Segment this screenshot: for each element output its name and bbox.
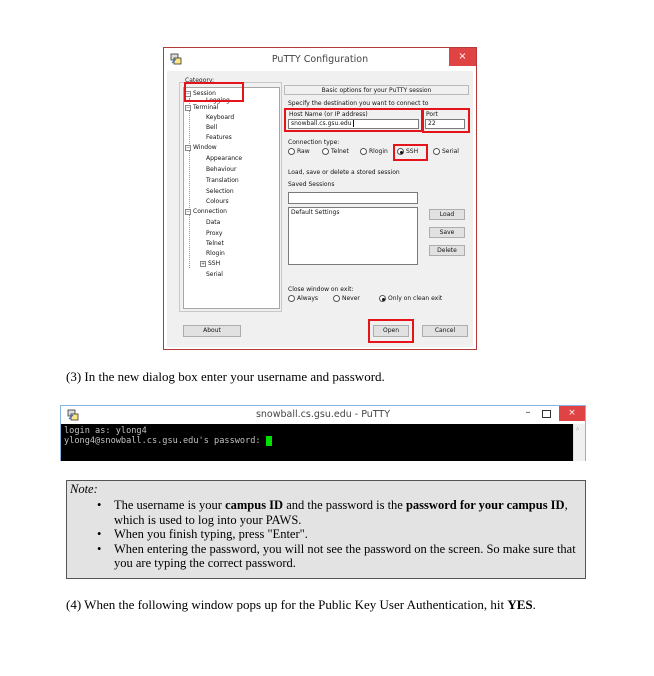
putty-config-window [163,47,477,350]
tree-item-colours[interactable]: Colours [206,198,229,205]
radio-circle [433,148,440,155]
tree-item-serial[interactable]: Serial [206,271,223,278]
tree-item-bell[interactable]: Bell [206,124,218,131]
host-label: Host Name (or IP address) [289,111,368,118]
saved-sessions-label: Saved Sessions [288,181,335,188]
tree-item-terminal[interactable] [185,104,218,111]
conn-type-label: Connection type: [288,139,340,146]
highlight-host [284,108,423,132]
radio-clean-exit[interactable] [379,295,442,302]
tree-label: Connection [193,208,227,215]
step3-text: (3) In the new dialog box enter your username and password. [66,369,385,384]
saved-sessions-input[interactable] [288,192,418,204]
radio-label: Rlogin [369,148,388,155]
tree-item-rlogin[interactable]: Rlogin [206,250,225,257]
tree-item-translation[interactable]: Translation [206,177,239,184]
collapse-icon[interactable]: − [186,208,191,215]
radio-circle [333,295,340,302]
tree-label: Session [193,90,216,97]
load-button[interactable]: Load [429,209,465,220]
highlight-session [184,82,244,102]
radio-label: Serial [442,148,459,155]
radio-label: SSH [406,148,419,155]
tree-label: SSH [208,260,221,267]
step4-period: . [532,597,536,612]
tree-item-proxy[interactable]: Proxy [206,230,223,237]
note-item-enter: • When you finish typing, press "Enter". [97,527,582,542]
tree-item-behaviour[interactable]: Behaviour [206,166,237,173]
destination-label: Specify the destination you want to connect to [288,100,429,107]
putty-terminal-window [60,405,586,461]
radio-label: Raw [297,148,310,155]
highlight-ssh [393,144,428,161]
radio-circle [360,148,367,155]
note-item-username [97,498,582,527]
note-text: , which is used to log into your PAWS. [114,498,568,527]
tree-item-ssh[interactable] [200,260,220,267]
window-title: PuTTY Configuration [271,54,369,65]
note-bold: campus ID [225,498,284,512]
host-value: snowball.cs.gsu.edu [291,120,352,127]
tree-item-telnet[interactable]: Telnet [206,240,224,247]
radio-circle [288,148,295,155]
radio-label: Only on clean exit [388,295,443,302]
highlight-open [368,319,414,343]
step4-text [66,596,586,613]
cancel-button[interactable]: Cancel [422,325,468,337]
highlight-port [422,108,470,133]
panel-header: Basic options for your PuTTY session [284,85,469,95]
note-bold: password for your campus ID [405,498,565,512]
tree-item-selection[interactable]: Selection [206,188,234,195]
password-prompt: ylong4@snowball.cs.gsu.edu's password: [64,436,266,446]
close-button[interactable]: × [449,48,476,66]
radio-raw[interactable] [288,148,310,155]
tree-item-features[interactable]: Features [206,134,232,141]
load-save-label: Load, save or delete a stored session [288,169,400,176]
collapse-icon[interactable]: − [186,104,191,111]
step4-yes: YES [507,597,533,612]
close-button[interactable]: × [559,406,585,421]
category-label: Category: [185,77,214,84]
radio-always[interactable] [288,295,318,302]
expand-icon[interactable]: + [201,260,206,267]
radio-label: Always [297,295,319,302]
terminal-title-bar [61,406,585,424]
maximize-button[interactable] [542,410,551,418]
note-title [70,482,98,497]
scroll-up-icon[interactable]: ^ [576,426,580,434]
radio-label: Never [342,295,360,302]
tree-label: Window [193,144,217,151]
terminal-cursor [266,436,272,446]
radio-telnet[interactable] [322,148,349,155]
terminal-screen[interactable] [61,424,573,461]
radio-never[interactable] [333,295,360,302]
radio-serial[interactable] [433,148,459,155]
minimize-button[interactable]: – [525,407,531,418]
note-title-colon: : [93,482,98,496]
tree-item-keyboard[interactable]: Keyboard [206,114,235,121]
title-bar [164,48,476,71]
port-label: Port [426,111,438,118]
delete-button[interactable]: Delete [429,245,465,256]
sessions-list[interactable] [288,207,418,265]
save-button[interactable]: Save [429,227,465,238]
tree-item-connection[interactable] [185,208,227,215]
radio-label: Telnet [331,148,349,155]
radio-circle [322,148,329,155]
note-text: The username is your [114,498,226,512]
session-item-default[interactable]: Default Settings [291,209,340,216]
step4-body: (4) When the following window pops up for the Public Key User Authentication, hit [66,597,505,612]
close-window-label: Close window on exit: [288,286,354,293]
scrollbar[interactable] [573,424,585,461]
tree-item-data[interactable]: Data [206,219,221,226]
collapse-icon[interactable]: − [186,90,191,97]
note-text: and the password is the [283,498,406,512]
open-button[interactable]: Open [373,325,409,337]
category-tree [183,87,280,309]
terminal-title: snowball.cs.gsu.edu - PuTTY [255,409,391,420]
radio-rlogin[interactable] [360,148,388,155]
note-list [97,498,582,571]
collapse-icon[interactable]: − [186,144,191,151]
note-title-text: Note [70,482,94,496]
note-box [66,480,586,579]
tree-item-logging[interactable]: Logging [206,97,230,104]
radio-circle [379,295,386,302]
terminal-line-password [64,436,573,446]
about-button[interactable]: About [183,325,241,337]
tree-item-window[interactable] [185,144,217,151]
radio-circle [288,295,295,302]
port-input[interactable]: 22 [425,119,465,129]
tree-label: Terminal [193,104,219,111]
dialog-body [167,71,473,347]
terminal-line-login: login as: ylong4 [64,426,147,436]
note-item-password: • When entering the password, you will not see the password on the screen. So make sure that you are typing the correct password. [97,542,582,571]
tree-item-appearance[interactable]: Appearance [206,155,243,162]
